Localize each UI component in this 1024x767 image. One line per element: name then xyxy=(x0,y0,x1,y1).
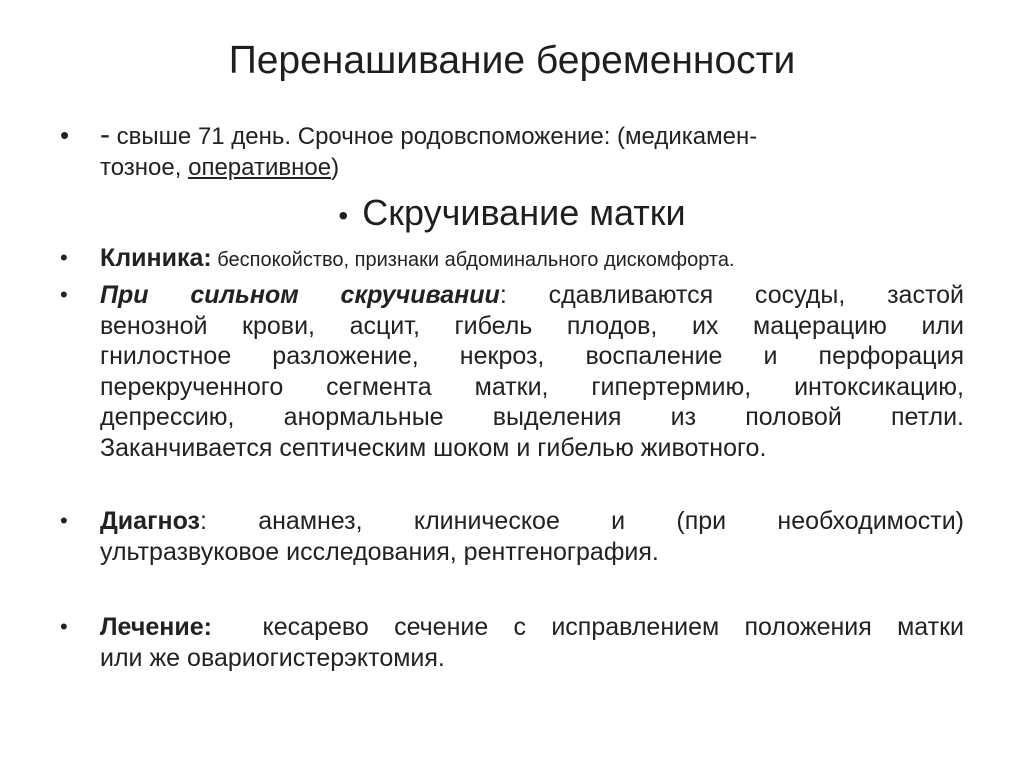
severe-line5: депрессию, анормальные выделения из половой петли. xyxy=(100,403,964,431)
item1-underlined: оперативное xyxy=(188,153,332,181)
severe-colon: : xyxy=(499,281,507,309)
list-item-clinic xyxy=(60,243,964,276)
diagnosis-line1 xyxy=(100,506,964,537)
list-item-diagnosis xyxy=(60,506,964,567)
item1-text-b: тозное, xyxy=(100,153,189,181)
severe-line1-text: сдавливаются сосуды, застой xyxy=(548,281,964,309)
bullet-icon: • xyxy=(338,200,349,231)
severe-label: При сильном скручивании xyxy=(100,281,500,309)
bullet-icon: • xyxy=(60,120,70,150)
bullet-icon: • xyxy=(60,245,68,270)
severe-line2: венозной крови, асцит, гибель плодов, их мацерацию или xyxy=(100,311,964,340)
list-item-severe xyxy=(60,280,964,463)
bullet-icon: • xyxy=(60,614,68,639)
treatment-line1-text: кесарево сечение с исправлением положения матки xyxy=(211,613,964,641)
clinic-text: беспокойство, признаки абдоминального дискомфорта. xyxy=(211,249,735,271)
treatment-line2: или же овариогистерэктомия. xyxy=(100,643,445,672)
subheading-text: Скручивание матки xyxy=(362,192,686,233)
item1-text-c: ) xyxy=(331,153,340,181)
diagnosis-label: Диагноз xyxy=(100,507,200,535)
severe-line6: Заканчивается септическим шоком и гибелью животного. xyxy=(100,433,767,462)
diagnosis-line2: ультразвуковое исследования, рентгенография. xyxy=(100,537,659,566)
slide-title: Перенашивание беременности xyxy=(228,39,796,82)
item1-text-a: свыше 71 день. Срочное родовспоможение: (медикамен- xyxy=(110,123,758,150)
clinic-label: Клиника: xyxy=(100,244,212,272)
bullet-icon: • xyxy=(60,282,68,307)
item1-line2 xyxy=(100,153,900,184)
severe-line4: перекрученного сегмента матки, гипертермию, интоксикацию, xyxy=(100,372,964,401)
severe-line1 xyxy=(100,280,964,311)
list-item-treatment xyxy=(60,612,964,673)
item1-line1 xyxy=(100,120,900,153)
treatment-line1 xyxy=(100,612,964,643)
severe-line3: гнилостное разложение, некроз, воспаление и перфорация xyxy=(100,342,964,370)
item1-dash: - xyxy=(100,118,110,151)
list-item-prolongation xyxy=(60,118,900,183)
subheading xyxy=(0,192,1024,237)
diagnosis-line1-text: : анамнез, клиническое и (при необходимости) xyxy=(199,507,964,535)
treatment-label: Лечение: xyxy=(100,613,212,641)
bullet-icon: • xyxy=(60,508,68,533)
